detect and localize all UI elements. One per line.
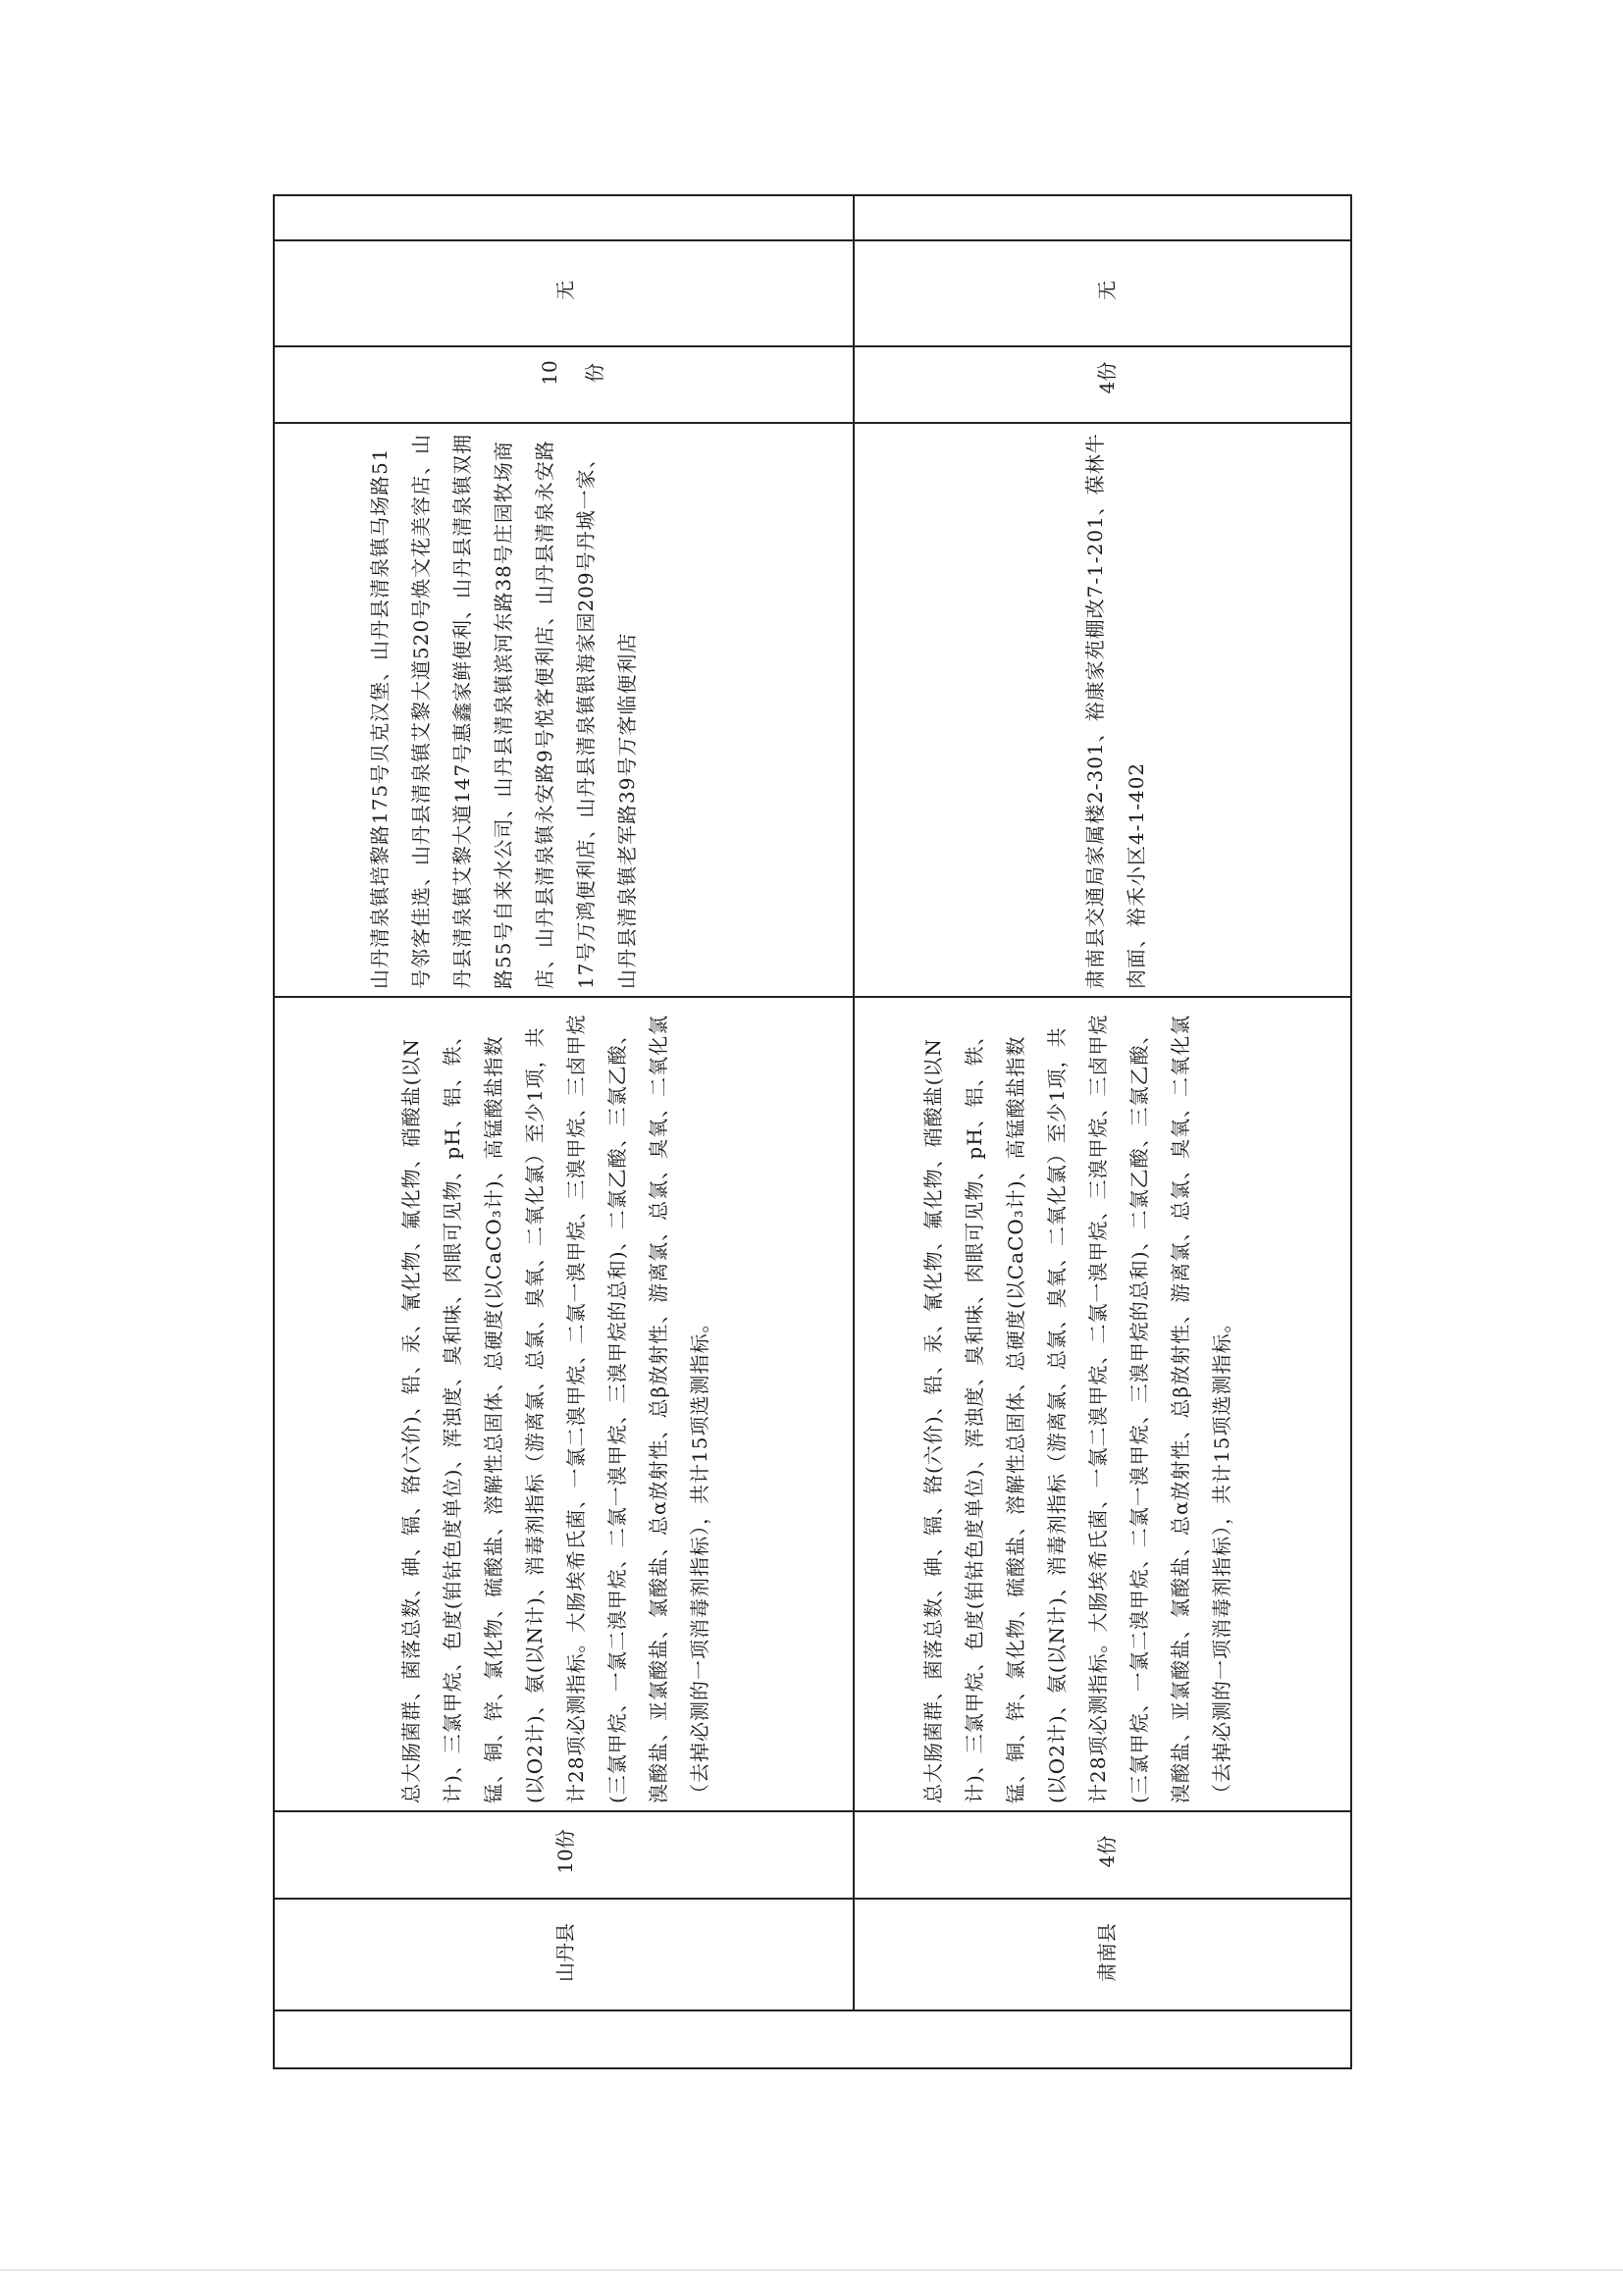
locations-cell: 肃南县交通局家属楼2-301、裕康家苑棚改7-1-201、葆林牛肉面、裕禾小区4-1-402 bbox=[1083, 433, 1148, 989]
quantity-cell-2: 4份 bbox=[1095, 361, 1119, 394]
rule-h-qty1-bottom bbox=[273, 1898, 1352, 1900]
indicators-cell: 总大肠菌群、菌落总数、砷、镉、铬(六价)、铅、汞、氰化物、氟化物、硝酸盐(以N计)、三氯甲烷、色度(铂钴色度单位)、浑浊度、臭和味、肉眼可见物、pH、铝、铁、锰、铜、锌、氯化物、硫酸盐、溶解性总固体、总硬度(以CaCO₃计)、高锰酸盐指数(以O2计)、氨(以N计)、消毒剂指标（游离氯、总氯、臭氧、二氧化氯）至少1项，共计28项必测指标。大肠埃希氏菌、一氯二溴甲烷、二氯一溴甲烷、三溴甲烷、三卤甲烷(三氯甲烷、一氯二溴甲烷、二氯一溴甲烷、三溴甲烷的总和)、二氯乙酸、三氯乙酸、溴酸盐、亚氯酸盐、氯酸盐、总α放射性、总β放射性、游离氯、总氯、臭氧、二氧化氯（去掉必测的一项消毒剂指标），共计15项选测指标。 bbox=[921, 1014, 1233, 1803]
rule-h-county-bottom bbox=[273, 2009, 1352, 2011]
rule-h-indicator-bottom bbox=[273, 1810, 1352, 1812]
quantity-cell-2-line1: 10 bbox=[538, 360, 561, 386]
indicators-cell: 总大肠菌群、菌落总数、砷、镉、铬(六价)、铅、汞、氰化物、氟化物、硝酸盐(以N计)、三氯甲烷、色度(铂钴色度单位)、浑浊度、臭和味、肉眼可见物、pH、铝、铁、锰、铜、锌、氯化物、硫酸盐、溶解性总固体、总硬度(以CaCO₃计)、高锰酸盐指数(以O2计)、氨(以N计)、消毒剂指标（游离氯、总氯、臭氧、二氧化氯）至少1项，共计28项必测指标。大肠埃希氏菌、一氯二溴甲烷、二氯一溴甲烷、三溴甲烷、三卤甲烷(三氯甲烷、一氯二溴甲烷、二氯一溴甲烷、三溴甲烷的总和)、二氯乙酸、三氯乙酸、溴酸盐、亚氯酸盐、氯酸盐、总α放射性、总β放射性、游离氯、总氯、臭氧、二氧化氯（去掉必测的一项消毒剂指标），共计15项选测指标。 bbox=[399, 1014, 711, 1803]
county-cell: 肃南县 bbox=[1095, 1923, 1119, 1982]
remark-cell: 无 bbox=[553, 281, 577, 300]
quantity-cell: 10份 bbox=[553, 1829, 577, 1874]
remark-cell: 无 bbox=[1095, 281, 1119, 300]
rule-h-location-bottom bbox=[273, 996, 1352, 998]
rule-v-row-separator bbox=[853, 194, 855, 2009]
rule-h-remark-top bbox=[273, 239, 1352, 241]
quantity-cell: 4份 bbox=[1095, 1835, 1119, 1868]
county-cell: 山丹县 bbox=[553, 1923, 577, 1982]
rule-h-remark-bottom bbox=[273, 345, 1352, 347]
quantity-cell-2-line2: 份 bbox=[583, 363, 606, 383]
rule-h-qty2-bottom bbox=[273, 422, 1352, 424]
locations-cell: 山丹清泉镇培黎路175号贝克汉堡、山丹县清泉镇马场路51号邻客佳选、山丹县清泉镇艾黎大道520号焕文花美容店、山丹县清泉镇艾黎大道147号惠鑫家鲜便利、山丹县清泉镇双拥路55号自来水公司、山丹县清泉镇滨河东路38号庄园牧场商店、山丹县清泉镇永安路9号悦客便利店、山丹县清泉永安路17号万鸿便利店、山丹县清泉镇银海家园209号丹城一家、山丹县清泉镇老军路39号万客临便利店 bbox=[368, 433, 639, 989]
